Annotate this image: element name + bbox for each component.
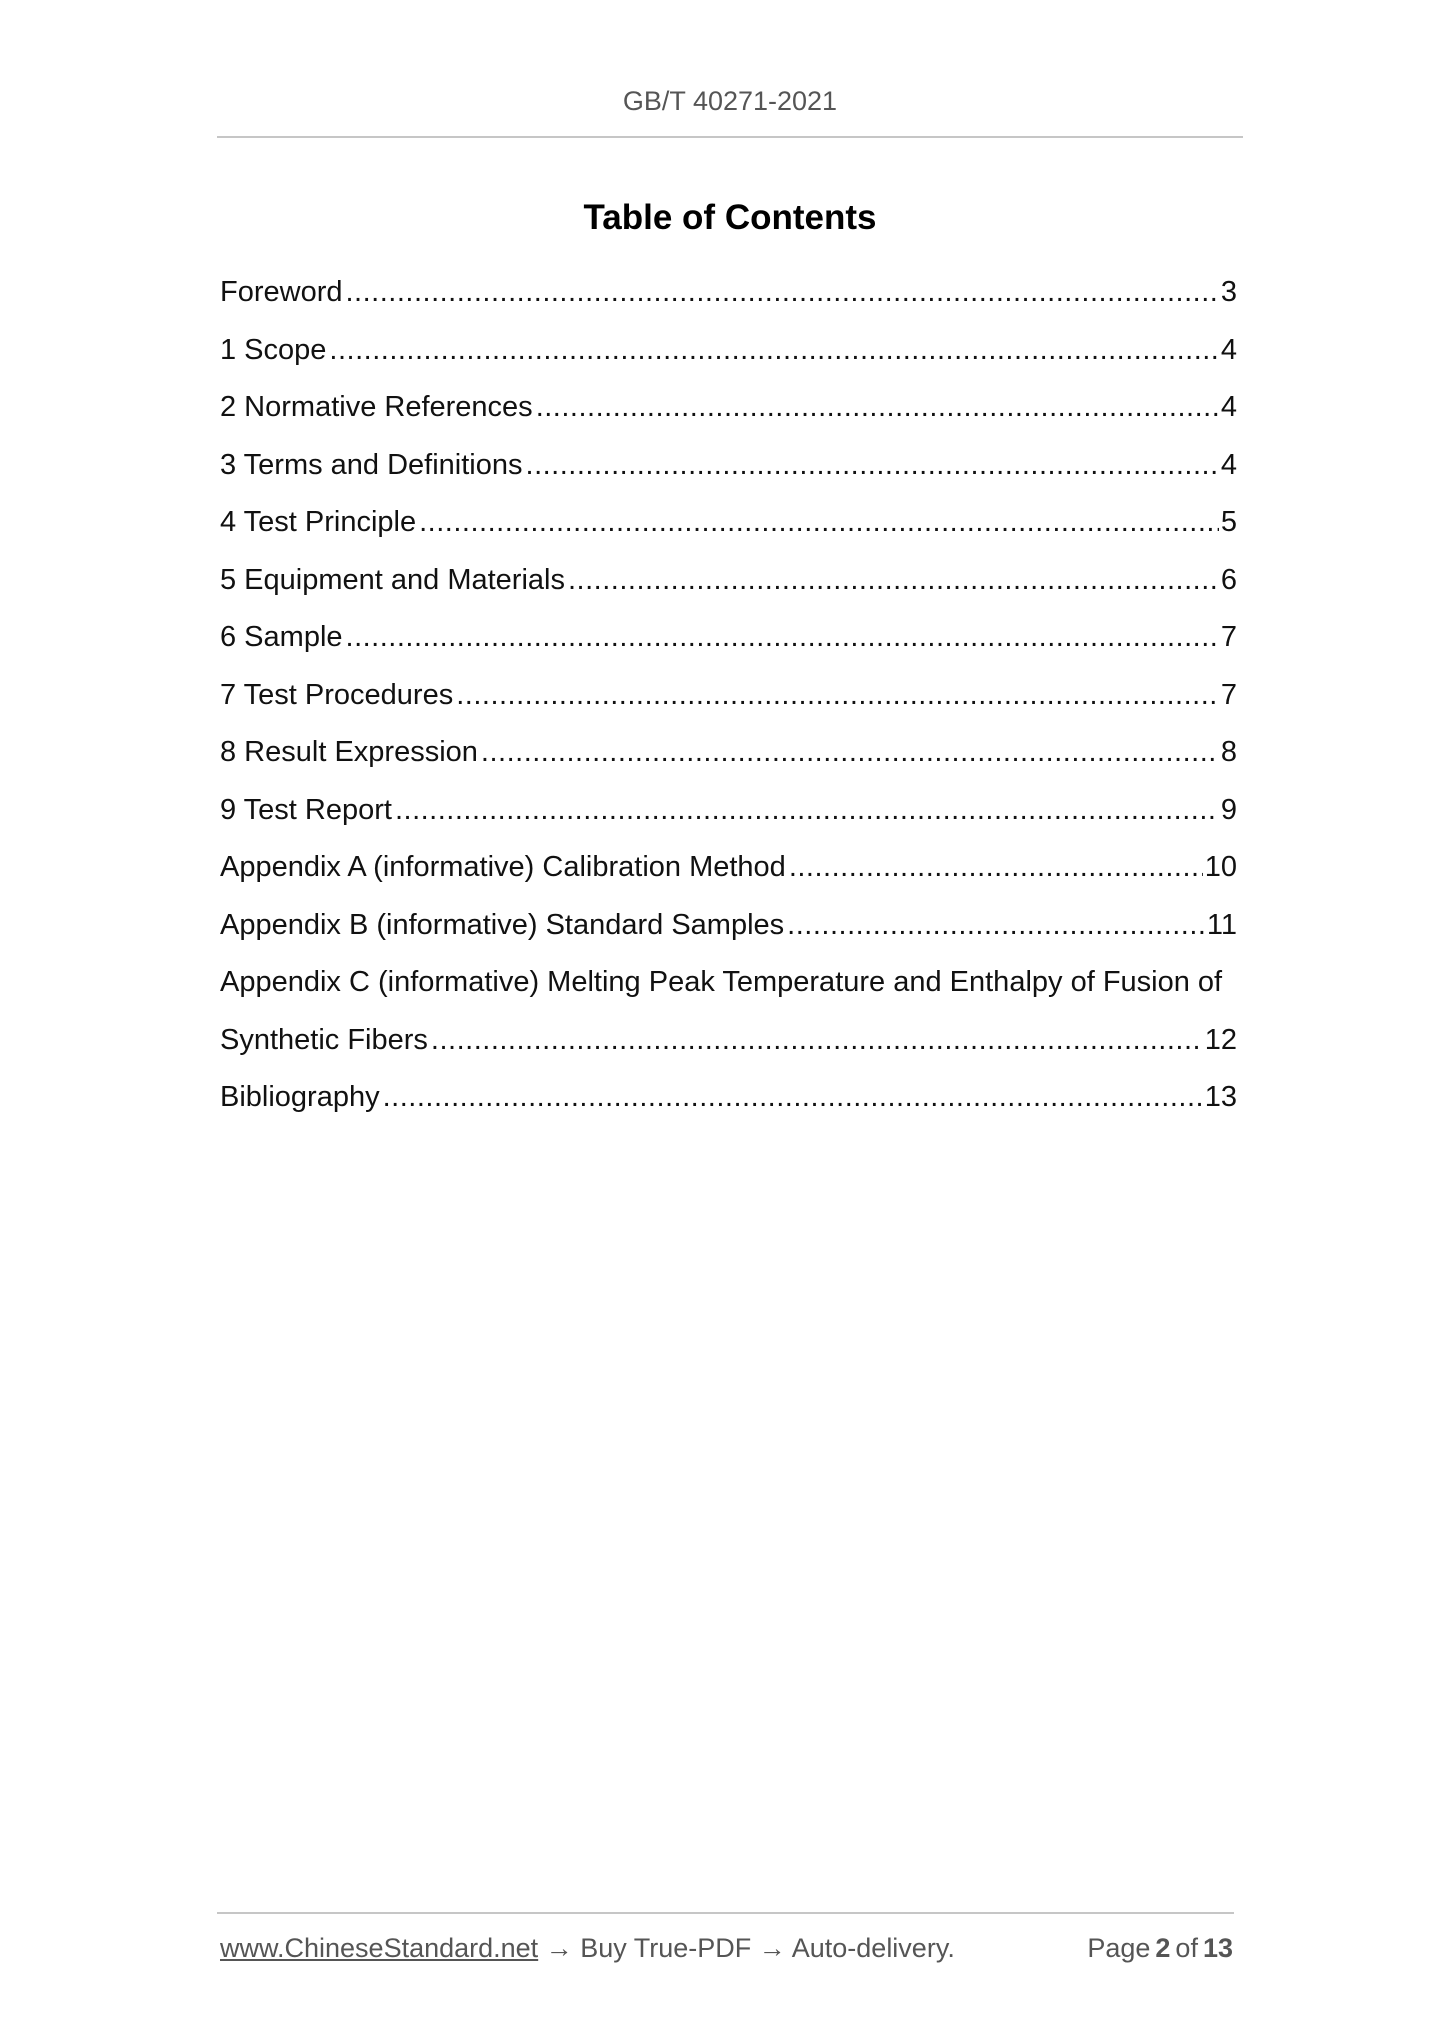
toc-entry-page: 4 [1220, 333, 1237, 366]
toc-entry-page: 4 [1220, 448, 1237, 481]
dot-leader [789, 839, 1203, 897]
toc-entry-title: Appendix C (informative) Melting Peak Temperature and Enthalpy of Fusion of [220, 966, 1223, 998]
toc-entry-title: 1 Scope [220, 333, 327, 366]
dot-leader [456, 667, 1219, 725]
toc-entry-page: 5 [1220, 506, 1237, 538]
page-current: 2 [1155, 1933, 1171, 1963]
toc-entry-title: Appendix A (informative) Calibration Method [220, 851, 786, 883]
toc-entry-title: 5 Equipment and Materials [220, 563, 565, 596]
toc-entry-page: 9 [1220, 793, 1237, 826]
dot-leader [346, 264, 1219, 322]
toc-entry-scope[interactable] [220, 322, 1237, 380]
toc-entry-appendix-c-line2[interactable] [220, 1012, 1237, 1070]
toc-entry-title: 7 Test Procedures [220, 678, 454, 711]
toc-entry-title: 3 Terms and Definitions [220, 448, 523, 481]
toc-entry-page: 6 [1220, 563, 1237, 596]
toc-entry-sample[interactable] [220, 609, 1237, 667]
toc-entry-page: 7 [1220, 678, 1237, 711]
toc-entry-title: 4 Test Principle [220, 506, 417, 538]
toc-entry-test-procedures[interactable] [220, 667, 1237, 725]
dot-leader [329, 322, 1218, 380]
toc-entry-page: 12 [1204, 1023, 1237, 1056]
toc-entry-title: Synthetic Fibers [220, 1023, 428, 1056]
dot-leader [419, 494, 1219, 552]
dot-leader [787, 897, 1205, 955]
toc-entry-title: Foreword [220, 276, 343, 308]
toc-entry-appendix-c-line1[interactable] [220, 954, 1237, 1012]
footer-promo-text: → Buy True-PDF → Auto-delivery. [538, 1933, 955, 1963]
toc-entry-normative-references[interactable] [220, 379, 1237, 437]
toc-entry-page: 8 [1220, 736, 1237, 768]
toc-entry-title: 6 Sample [220, 621, 343, 653]
toc-entry-title: Bibliography [220, 1081, 380, 1113]
toc-entry-page: 4 [1220, 391, 1237, 423]
toc-entry-title: 9 Test Report [220, 793, 392, 826]
page-of-label: of [1175, 1933, 1198, 1963]
header-divider [217, 136, 1243, 138]
toc-entry-test-report[interactable] [220, 782, 1237, 840]
toc-entry-bibliography[interactable] [220, 1069, 1237, 1127]
toc-entry-title: Appendix B (informative) Standard Samples [220, 908, 785, 941]
footer-divider [217, 1912, 1234, 1914]
toc-heading: Table of Contents [583, 198, 877, 237]
toc-entry-foreword[interactable] [220, 264, 1237, 322]
dot-leader [536, 379, 1219, 437]
toc-entry-appendix-b[interactable] [220, 897, 1237, 955]
toc-entry-terms-definitions[interactable] [220, 437, 1237, 495]
running-header: GB/T 40271-2021 [622, 86, 838, 116]
page-label: Page [1087, 1933, 1151, 1963]
site-link[interactable]: www.ChineseStandard.net [220, 1933, 539, 1963]
dot-leader [383, 1069, 1203, 1127]
toc-entry-page: 11 [1206, 908, 1237, 941]
toc-entry-page: 7 [1220, 621, 1237, 653]
dot-leader [395, 782, 1219, 840]
toc-entry-title: 8 Result Expression [220, 736, 478, 768]
page-indicator [1082, 1933, 1233, 1964]
page-footer [220, 1933, 1233, 1964]
dot-leader [346, 609, 1219, 667]
toc-entry-page: 3 [1220, 276, 1237, 308]
toc-entry-title: 2 Normative References [220, 391, 533, 423]
toc-entry-test-principle[interactable] [220, 494, 1237, 552]
dot-leader [431, 1012, 1203, 1070]
dot-leader [568, 552, 1219, 610]
footer-promo [220, 1933, 955, 1964]
toc-entry-equipment-materials[interactable] [220, 552, 1237, 610]
toc-entry-appendix-a[interactable] [220, 839, 1237, 897]
toc-entry-page: 10 [1204, 851, 1237, 883]
table-of-contents [220, 264, 1237, 1127]
dot-leader [526, 437, 1219, 495]
page-total: 13 [1202, 1933, 1233, 1963]
dot-leader [481, 724, 1219, 782]
toc-entry-result-expression[interactable] [220, 724, 1237, 782]
toc-entry-page: 13 [1204, 1081, 1237, 1113]
